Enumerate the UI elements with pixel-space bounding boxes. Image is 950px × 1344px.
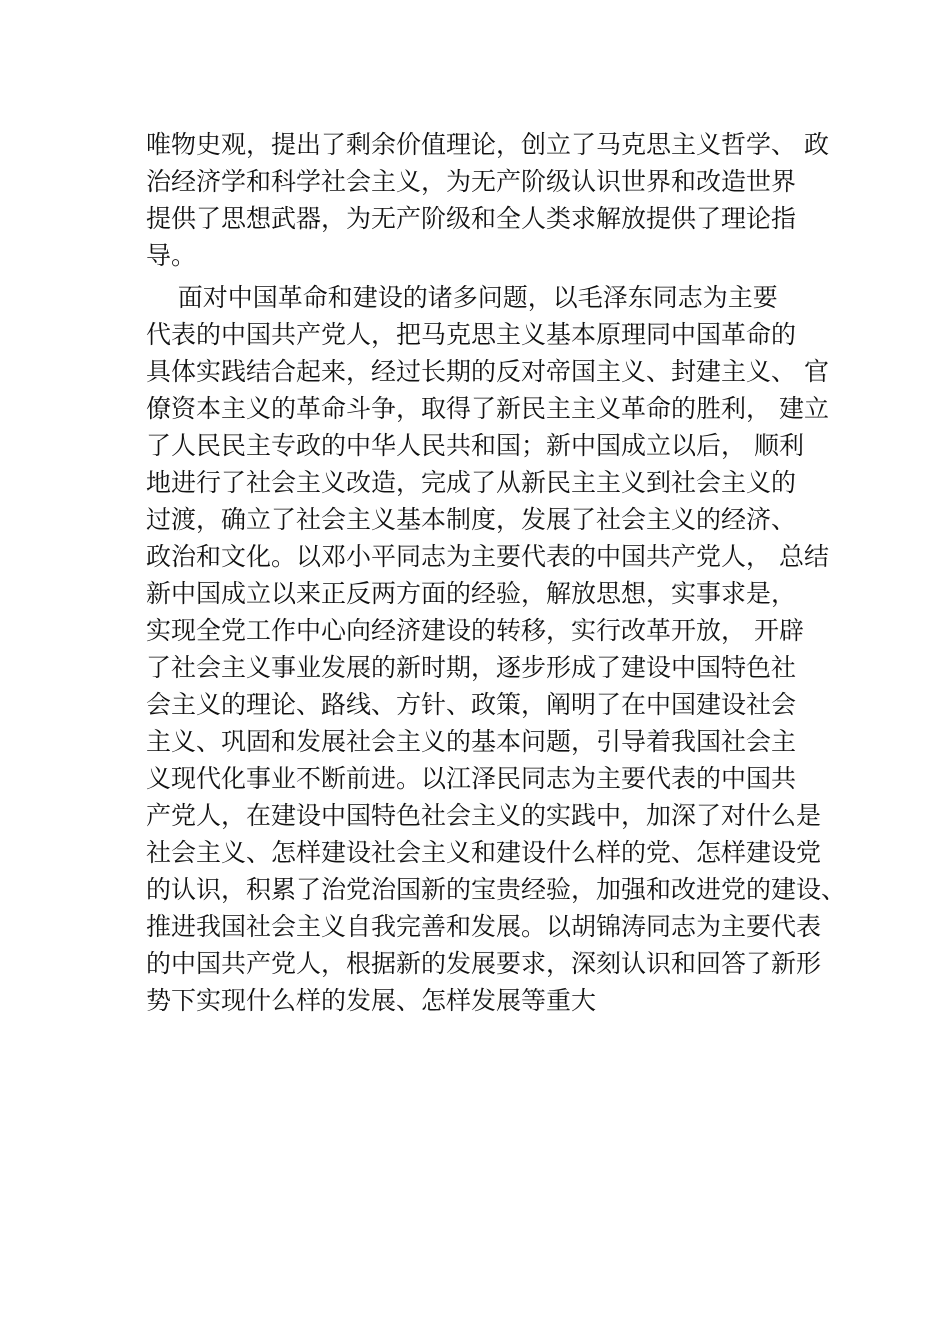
text-line: 会主义的理论、路线、方针、政策，阐明了在中国建设社会 <box>146 690 797 719</box>
text-line: 唯物史观，提出了剩余价值理论，创立了马克思主义哲学、 政 <box>146 130 829 159</box>
text-line: 提供了思想武器，为无产阶级和全人类求解放提供了理论指 <box>146 204 797 233</box>
text-line: 面对中国革命和建设的诸多问题，以毛泽东同志为主要 <box>146 283 778 312</box>
text-line: 主义、巩固和发展社会主义的基本问题，引导着我国社会主 <box>146 727 797 756</box>
text-line: 政治和文化。以邓小平同志为主要代表的中国共产党人， 总结 <box>146 542 829 571</box>
text-line: 治经济学和科学社会主义，为无产阶级认识世界和改造世界 <box>146 167 797 196</box>
text-line: 的认识，积累了治党治国新的宝贵经验，加强和改进党的建设、 <box>146 875 847 904</box>
text-line: 推进我国社会主义自我完善和发展。以胡锦涛同志为主要代表 <box>146 912 822 941</box>
text-line: 产党人，在建设中国特色社会主义的实践中，加深了对什么是 <box>146 801 822 830</box>
text-line: 势下实现什么样的发展、怎样发展等重大 <box>146 986 597 1015</box>
paragraph-2 <box>146 279 846 1019</box>
text-line: 了社会主义事业发展的新时期，逐步形成了建设中国特色社 <box>146 653 797 682</box>
text-line: 实现全党工作中心向经济建设的转移，实行改革开放， 开辟 <box>146 616 804 645</box>
body-text <box>146 126 846 1019</box>
text-line: 具体实践结合起来，经过长期的反对帝国主义、封建主义、 官 <box>146 357 829 386</box>
text-line: 地进行了社会主义改造，完成了从新民主主义到社会主义的 <box>146 468 797 497</box>
paragraph-1 <box>146 126 846 274</box>
text-line: 过渡，确立了社会主义基本制度，发展了社会主义的经济、 <box>146 505 797 534</box>
text-line: 导。 <box>146 241 197 270</box>
text-line: 僚资本主义的革命斗争，取得了新民主主义革命的胜利， 建立 <box>146 394 829 423</box>
text-line: 义现代化事业不断前进。以江泽民同志为主要代表的中国共 <box>146 764 797 793</box>
text-line: 了人民民主专政的中华人民共和国；新中国成立以后， 顺利 <box>146 431 804 460</box>
text-line: 的中国共产党人，根据新的发展要求，深刻认识和回答了新形 <box>146 949 822 978</box>
text-line: 代表的中国共产党人，把马克思主义基本原理同中国革命的 <box>146 320 797 349</box>
text-line: 新中国成立以来正反两方面的经验，解放思想，实事求是， <box>146 579 797 608</box>
text-line: 社会主义、怎样建设社会主义和建设什么样的党、怎样建设党 <box>146 838 822 867</box>
